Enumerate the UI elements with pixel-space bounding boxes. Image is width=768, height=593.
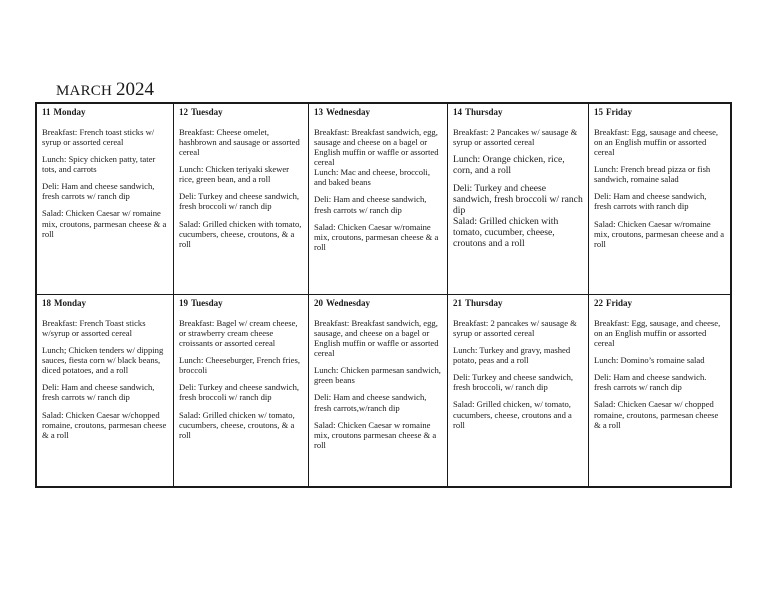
menu-line: Lunch: Chicken parmesan sandwich, green beans [314,365,441,386]
menu-line: Deli: Ham and cheese sandwich, fresh carrots w/ ranch dip [42,382,155,403]
menu-line: Breakfast: Egg, sausage and cheese, on an English muffin or assorted cereal [594,126,719,157]
menu-line: Breakfast: Cheese omelet, hashbrown and sausage or assorted cereal [179,126,300,157]
day-weekday: Tuesday [191,107,223,117]
menu-line: Breakfast: Breakfast sandwich, egg, sausage and cheese on a bagel or English muffin or waffle or assorted cereal Lunch: Mac and cheese, broccoli, and baked beans [314,126,439,188]
menu-line: Breakfast: 2 Pancakes w/ sausage & syrup or assorted cereal [453,126,578,147]
day-number: 18 [42,298,51,308]
year-label: 2024 [116,79,155,100]
day-number: 15 [594,107,603,117]
menu-line: Deli: Ham and cheese sandwich. fresh carrots w/ ranch dip [594,372,707,393]
menu-line: Deli: Ham and cheese sandwich, fresh carrots w/ ranch dip [42,181,155,202]
menu-line: Breakfast: French toast sticks w/ syrup or assorted cereal [42,126,155,147]
day-header [314,298,442,309]
menu-calendar-grid [35,102,732,488]
menu-line: Deli: Turkey and cheese sandwich, fresh broccoli w/ ranch dip Salad: Grilled chicken with tomato, cucumber, cheese, croutons and a roll [453,182,583,250]
day-number: 13 [314,107,323,117]
menu-line: Lunch: Cheeseburger, French fries, broccoli [179,355,300,376]
day-weekday: Friday [606,107,632,117]
day-cell-14 [448,104,589,295]
day-cell-18 [37,295,174,486]
day-header [594,298,725,309]
day-header [179,107,303,118]
day-weekday: Thursday [465,298,503,308]
menu-line: Lunch: French bread pizza or fish sandwich, romaine salad [594,164,711,185]
menu-line: Salad: Grilled chicken w/ tomato, cucumbers, cheese, croutons, & a roll [179,409,295,440]
day-number: 22 [594,298,603,308]
day-number: 19 [179,298,188,308]
day-header [42,298,168,309]
menu-line: Deli: Turkey and cheese sandwich, fresh broccoli, w/ ranch dip [453,372,574,393]
menu-line: Lunch: Turkey and gravy, mashed potato, peas and a roll [453,344,571,366]
menu-line: Salad: Grilled chicken with tomato, cucumbers, cheese, croutons, & a roll [179,218,302,249]
day-weekday: Tuesday [191,298,223,308]
menu-line: Lunch: Orange chicken, rice, corn, and a roll [453,153,565,176]
menu-line: Lunch: Spicy chicken patty, tater tots, and carrots [42,153,156,175]
menu-line: Lunch: Domino’s romaine salad [594,355,705,366]
day-weekday: Monday [54,298,87,308]
day-cell-19 [174,295,309,486]
menu-line: Deli: Ham and cheese sandwich, fresh carrots,w/ranch dip [314,392,427,413]
menu-line: Breakfast: Breakfast sandwich, egg, sausage, and cheese on a bagel or English muffin or waffle or assorted cereal [314,317,439,359]
menu-line: Salad: Chicken Caesar w/romaine mix, croutons, parmesan cheese & a roll [314,221,439,253]
menu-line: Deli: Turkey and cheese sandwich, fresh broccoli w/ ranch dip [179,382,300,403]
day-header [594,107,725,118]
menu-line: Deli: Ham and cheese sandwich, fresh carrots w/ ranch dip [314,194,427,215]
menu-line: Breakfast: Bagel w/ cream cheese, or strawberry cream cheese croissants or assorted cereal [179,317,298,348]
day-cell-20 [309,295,448,486]
menu-line: Breakfast: Egg, sausage, and cheese, on an English muffin or assorted cereal [594,317,721,348]
day-header [453,107,583,118]
day-number: 12 [179,107,188,117]
day-number: 14 [453,107,462,117]
day-header [179,298,303,309]
day-header [453,298,583,309]
menu-line: Salad: Grilled chicken, w/ tomato, cucumbers, cheese, croutons and a roll [453,399,572,430]
menu-line: Deli: Ham and cheese sandwich, fresh carrots with ranch dip [594,191,707,212]
menu-line: Lunch: Chicken teriyaki skewer rice, green bean, and a roll [179,164,290,185]
calendar-title [56,80,154,99]
day-cell-12 [174,104,309,295]
day-cell-22 [589,295,730,486]
month-label: MARCH [56,83,113,99]
menu-line: Salad: Chicken Caesar w/ chopped romaine, croutons, parmesan cheese & a roll [594,399,719,430]
day-cell-15 [589,104,730,295]
day-weekday: Wednesday [326,107,371,117]
menu-line: Breakfast: French Toast sticks w/syrup or assorted cereal [42,317,146,338]
day-number: 20 [314,298,323,308]
day-weekday: Monday [53,107,86,117]
menu-line: Salad: Chicken Caesar w/chopped romaine, croutons, parmesan cheese & a roll [42,409,167,440]
day-weekday: Friday [606,298,632,308]
menu-line: Salad: Chicken Caesar w romaine mix, croutons parmesan cheese & a roll [314,419,437,451]
menu-line: Salad: Chicken Caesar w/ romaine mix, croutons, parmesan cheese & a roll [42,208,167,239]
menu-line: Breakfast: 2 pancakes w/ sausage & syrup or assorted cereal [453,317,577,338]
day-cell-13 [309,104,448,295]
day-cell-21 [448,295,589,486]
day-number: 21 [453,298,462,308]
day-weekday: Wednesday [326,298,371,308]
menu-line: Lunch; Chicken tenders w/ dipping sauces, fiesta corn w/ black beans, diced potatoes, and a roll [42,344,164,376]
day-number: 11 [42,107,51,117]
day-header [42,107,168,118]
day-weekday: Thursday [465,107,503,117]
menu-line: Salad: Chicken Caesar w/romaine mix, croutons, parmesan cheese and a roll [594,218,725,249]
menu-line: Deli: Turkey and cheese sandwich, fresh broccoli w/ ranch dip [179,191,300,212]
day-cell-11 [37,104,174,295]
day-header [314,107,442,118]
